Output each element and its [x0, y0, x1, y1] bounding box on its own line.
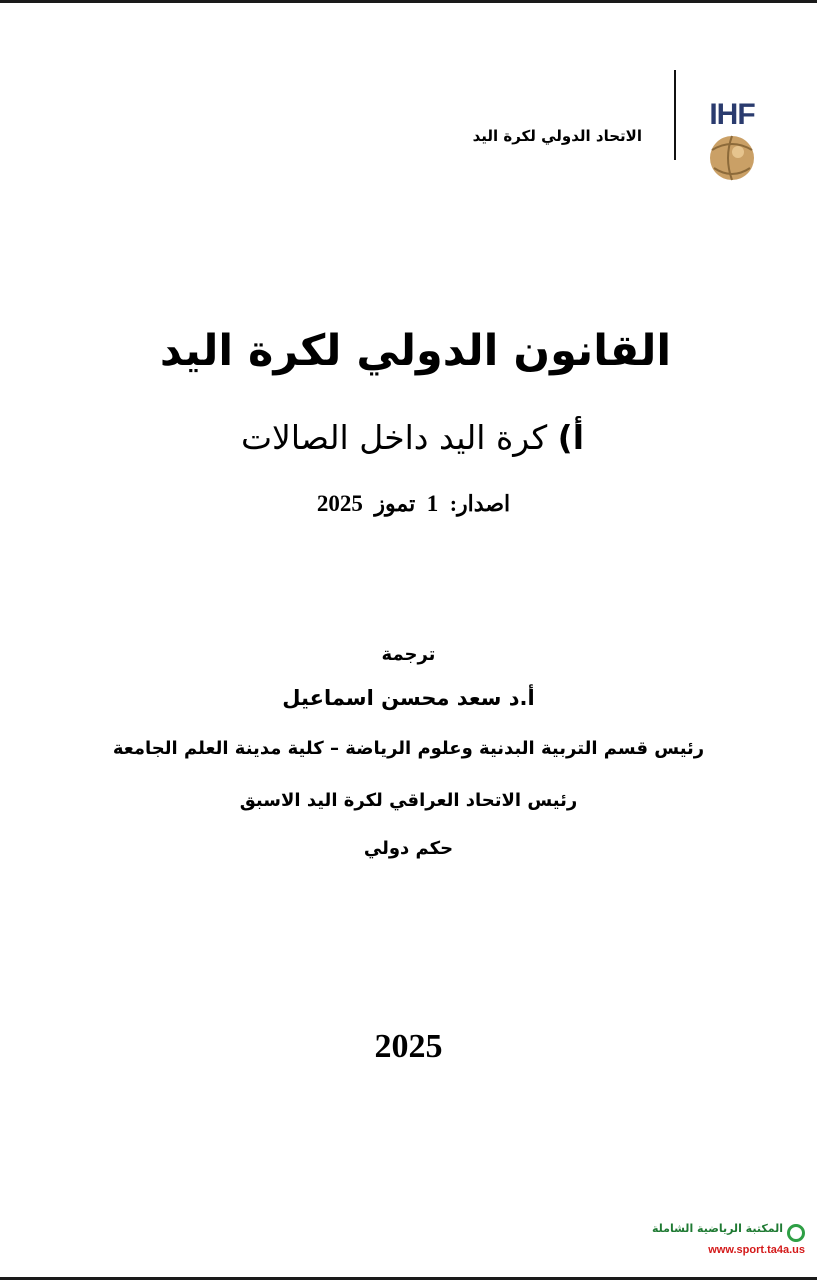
site-name: المكتبة الرياضية الشاملة: [652, 1222, 783, 1235]
organization-name: الاتحاد الدولي لكرة اليد: [472, 127, 642, 145]
ihf-logo: [702, 88, 762, 184]
top-border: [0, 0, 817, 3]
translator-name: أ.د سعد محسن اسماعيل: [282, 686, 535, 710]
subtitle-marker: أ): [557, 418, 585, 457]
edition-day: 1: [426, 491, 439, 516]
translator-role-3: حكم دولي: [363, 838, 454, 859]
translator-role-1: رئيس قسم التربية البدنية وعلوم الرياضة – كلية مدينة العلم الجامعة: [112, 738, 705, 759]
site-url: www.sport.ta4a.us: [708, 1244, 805, 1256]
ihf-logo-letters: IHF: [709, 98, 755, 131]
site-logo-icon: [787, 1224, 805, 1242]
document-title: القانون الدولي لكرة اليد: [159, 326, 672, 376]
edition-label: اصدار:: [449, 491, 511, 516]
publication-year: 2025: [374, 1028, 443, 1065]
header-divider: [674, 70, 676, 160]
subtitle-text: كرة اليد داخل الصالات: [240, 418, 558, 457]
translation-label: ترجمة: [381, 644, 436, 665]
handball-icon: [710, 136, 754, 180]
document-subtitle: [0, 418, 817, 457]
edition-year: 2025: [316, 491, 363, 516]
site-watermark: [652, 1220, 809, 1264]
edition-month: تموز: [374, 491, 416, 516]
edition-line: [0, 491, 817, 517]
translator-role-2: رئيس الاتحاد العراقي لكرة اليد الاسبق: [239, 790, 578, 811]
